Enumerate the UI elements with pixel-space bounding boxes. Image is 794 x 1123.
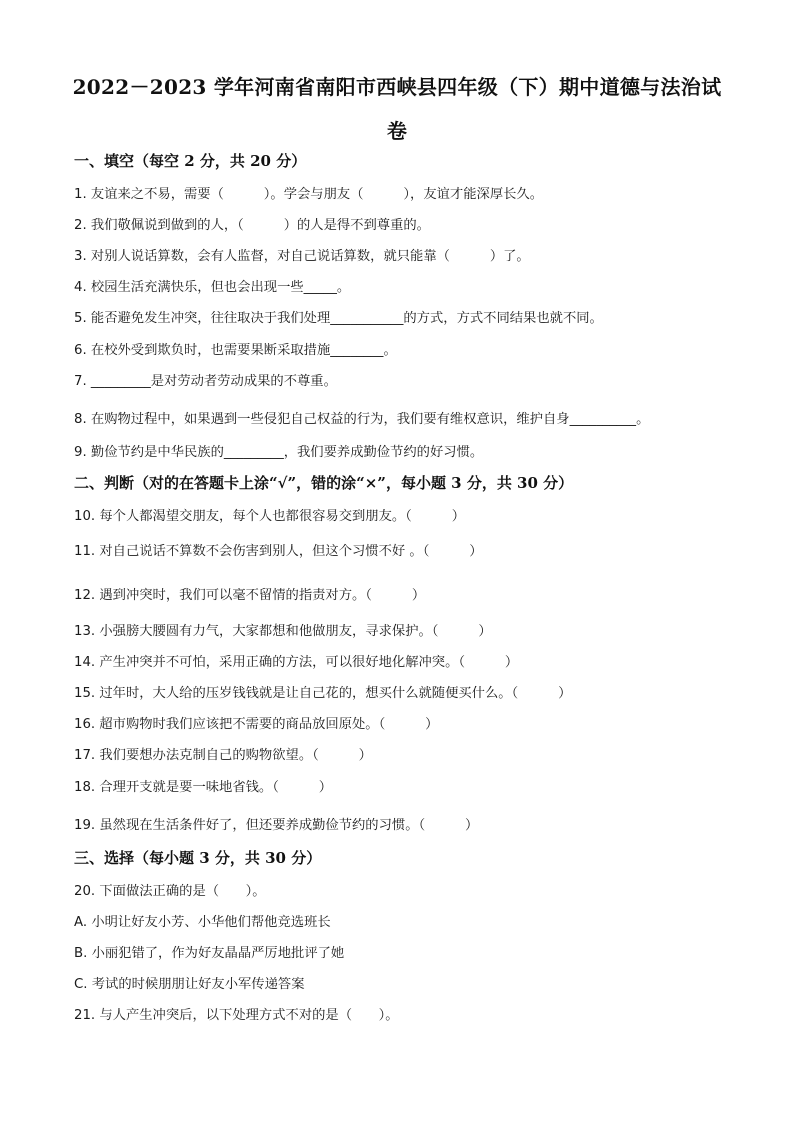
question-3: 3. 对别人说话算数，会有人监督，对自己说话算数，就只能靠（ ）了。 (74, 249, 530, 264)
exam-title-line-2: 卷 (386, 119, 408, 143)
question-4: 4. 校园生活充满快乐，但也会出现一些_____。 (74, 280, 351, 295)
question-19: 19. 虽然现在生活条件好了，但还要养成勤俭节约的习惯。（ ） (74, 818, 479, 833)
question-21: 21. 与人产生冲突后，以下处理方式不对的是（ ）。 (74, 1008, 399, 1023)
section-heading-true-false: 二、判断（对的在答题卡上涂“√”，错的涂“×”，每小题 3 分，共 30 分） (74, 474, 574, 492)
section-heading-fill-blank: 一、填空（每空 2 分，共 20 分） (74, 152, 307, 170)
question-1: 1. 友谊来之不易，需要（ ）。学会与朋友（ ），友谊才能深厚长久。 (74, 187, 544, 202)
question-20-option-c: C. 考试的时候朋朋让好友小军传递答案 (74, 977, 305, 992)
question-20-option-b: B. 小丽犯错了，作为好友晶晶严厉地批评了她 (74, 946, 345, 961)
question-10: 10. 每个人都渴望交朋友，每个人也都很容易交到朋友。（ ） (74, 509, 466, 524)
question-12: 12. 遇到冲突时，我们可以毫不留情的指责对方。（ ） (74, 588, 426, 603)
section-heading-multiple-choice: 三、选择（每小题 3 分，共 30 分） (74, 849, 322, 867)
question-17: 17. 我们要想办法克制自己的购物欲望。（ ） (74, 748, 372, 763)
question-2: 2. 我们敬佩说到做到的人，（ ）的人是得不到尊重的。 (74, 218, 430, 233)
question-15: 15. 过年时，大人给的压岁钱钱就是让自己花的，想买什么就随便买什么。（ ） (74, 686, 572, 701)
question-16: 16. 超市购物时我们应该把不需要的商品放回原处。（ ） (74, 717, 439, 732)
question-5: 5. 能否避免发生冲突，往往取决于我们处理___________的方式，方式不同结果也就不同。 (74, 311, 603, 326)
question-14: 14. 产生冲突并不可怕，采用正确的方法，可以很好地化解冲突。（ ） (74, 655, 519, 670)
question-18: 18. 合理开支就是要一味地省钱。（ ） (74, 780, 333, 795)
question-13: 13. 小强膀大腰圆有力气，大家都想和他做朋友，寻求保护。（ ） (74, 624, 492, 639)
question-11: 11. 对自己说话不算数不会伤害到别人，但这个习惯不好 。（ ） (74, 544, 483, 559)
question-7: 7. _________是对劳动者劳动成果的不尊重。 (74, 374, 337, 389)
question-20-option-a: A. 小明让好友小芳、小华他们帮他竞选班长 (74, 915, 331, 930)
question-9: 9. 勤俭节约是中华民族的_________，我们要养成勤俭节约的好习惯。 (74, 445, 484, 460)
question-8: 8. 在购物过程中，如果遇到一些侵犯自己权益的行为，我们要有维权意识，维护自身__________。 (74, 412, 650, 427)
exam-title-line-1: 2022－2023 学年河南省南阳市西峡县四年级（下）期中道德与法治试 (72, 75, 722, 99)
question-20: 20. 下面做法正确的是（ ）。 (74, 884, 266, 899)
question-6: 6. 在校外受到欺负时，也需要果断采取措施________。 (74, 343, 397, 358)
